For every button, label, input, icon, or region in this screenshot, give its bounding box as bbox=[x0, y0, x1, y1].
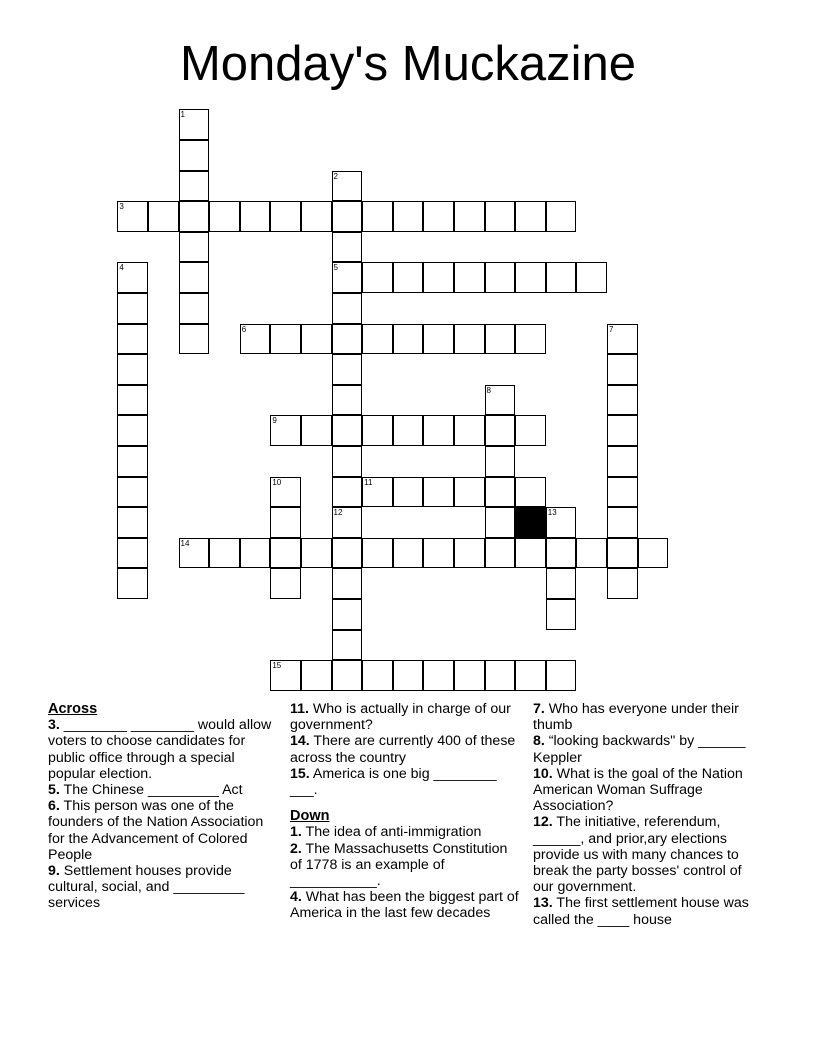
clue-number-label: 9 bbox=[272, 416, 277, 426]
grid-cell[interactable] bbox=[454, 477, 485, 508]
clue-number: 10. bbox=[533, 765, 553, 782]
grid-cell[interactable] bbox=[117, 446, 148, 477]
clue-item bbox=[533, 701, 763, 733]
clue-number: 13. bbox=[533, 895, 553, 912]
clue-number-label: 14 bbox=[180, 538, 190, 548]
clue-number: 4. bbox=[290, 889, 302, 906]
grid-cell[interactable] bbox=[576, 262, 607, 293]
clue-text: Who has everyone under their thumb bbox=[533, 701, 739, 734]
grid-cell[interactable] bbox=[485, 446, 516, 477]
grid-cell[interactable] bbox=[423, 415, 454, 446]
grid-cell[interactable] bbox=[117, 201, 148, 232]
clue-item bbox=[290, 889, 520, 921]
grid-cell[interactable] bbox=[301, 660, 332, 691]
grid-cell[interactable] bbox=[393, 262, 424, 293]
clue-number-label: 6 bbox=[241, 324, 247, 334]
grid-cell[interactable] bbox=[362, 324, 393, 355]
grid-cell[interactable] bbox=[117, 415, 148, 446]
clue-number: 3. bbox=[48, 717, 60, 734]
clue-item bbox=[290, 824, 520, 840]
grid-cell[interactable] bbox=[515, 660, 546, 691]
grid-cell[interactable] bbox=[332, 538, 363, 569]
grid-cell[interactable] bbox=[546, 538, 577, 569]
clue-text: The idea of anti-immigration bbox=[301, 824, 482, 841]
clue-number: 5. bbox=[48, 782, 60, 799]
grid-cell[interactable] bbox=[546, 507, 577, 538]
clue-number: 7. bbox=[533, 701, 545, 717]
clue-text: “looking backwards" by ______ Keppler bbox=[533, 733, 746, 766]
clue-number-label: 13 bbox=[547, 508, 557, 518]
grid-cell[interactable] bbox=[117, 477, 148, 508]
clue-item bbox=[290, 733, 520, 765]
grid-cell[interactable] bbox=[332, 599, 363, 630]
grid-cell[interactable] bbox=[485, 660, 516, 691]
grid-cell[interactable] bbox=[332, 324, 363, 355]
clue-number: 15. bbox=[290, 765, 310, 782]
grid-cell[interactable] bbox=[332, 568, 363, 599]
grid-cell[interactable] bbox=[270, 660, 301, 691]
clue-number: 2. bbox=[290, 840, 302, 857]
clue-number: 8. bbox=[533, 733, 545, 750]
grid-cell[interactable] bbox=[515, 415, 546, 446]
grid-cell[interactable] bbox=[485, 324, 516, 355]
grid-cell[interactable] bbox=[546, 599, 577, 630]
grid-cell[interactable] bbox=[117, 507, 148, 538]
grid-cell[interactable] bbox=[148, 201, 179, 232]
clue-text: The first settlement house was called the ____ house bbox=[533, 895, 749, 928]
clue-number-label: 3 bbox=[119, 202, 124, 212]
grid-cell[interactable] bbox=[423, 324, 454, 355]
grid-cell[interactable] bbox=[393, 477, 424, 508]
clues-column-2 bbox=[290, 701, 520, 922]
across-heading: Across bbox=[48, 701, 98, 717]
clue-number-label: 12 bbox=[333, 508, 343, 518]
grid-cell[interactable] bbox=[607, 324, 638, 355]
clue-item bbox=[533, 814, 763, 895]
grid-cell[interactable] bbox=[301, 538, 332, 569]
grid-cell[interactable] bbox=[454, 415, 485, 446]
clue-item bbox=[290, 766, 520, 798]
clue-number-label: 8 bbox=[486, 385, 491, 395]
clue-text: There are currently 400 of these across the country bbox=[290, 733, 516, 766]
grid-cell[interactable] bbox=[362, 660, 393, 691]
clue-number: 1. bbox=[290, 824, 302, 841]
grid-cell[interactable] bbox=[240, 538, 271, 569]
grid-cell[interactable] bbox=[607, 568, 638, 599]
page-title: Monday's Muckazine bbox=[179, 37, 636, 91]
grid-cell[interactable] bbox=[576, 538, 607, 569]
clue-number-label: 11 bbox=[364, 477, 373, 487]
grid-cell[interactable] bbox=[332, 630, 363, 661]
grid-cell[interactable] bbox=[546, 568, 577, 599]
grid-cell[interactable] bbox=[515, 324, 546, 355]
clue-number: 12. bbox=[533, 814, 553, 831]
grid-cell[interactable] bbox=[393, 538, 424, 569]
grid-cell[interactable] bbox=[301, 324, 332, 355]
clue-text: Who is actually in charge of our government? bbox=[290, 701, 511, 734]
grid-cell[interactable] bbox=[301, 201, 332, 232]
grid-cell[interactable] bbox=[485, 201, 516, 232]
clue-number-label: 2 bbox=[333, 171, 338, 181]
grid-cell[interactable] bbox=[179, 232, 210, 263]
clue-number: 14. bbox=[290, 733, 310, 750]
grid-cell[interactable] bbox=[332, 446, 363, 477]
grid-cell[interactable] bbox=[117, 568, 148, 599]
grid-cell[interactable] bbox=[270, 568, 301, 599]
clue-text: ________ ________ would allow voters to choose candidates for public office through a special popular election. bbox=[48, 717, 272, 782]
clue-number: 6. bbox=[48, 798, 60, 815]
grid-cell[interactable] bbox=[179, 262, 210, 293]
grid-cell[interactable] bbox=[179, 538, 210, 569]
clue-item bbox=[48, 863, 283, 912]
grid-cell[interactable] bbox=[546, 262, 577, 293]
grid-cell[interactable] bbox=[362, 262, 393, 293]
grid-cell[interactable] bbox=[179, 201, 210, 232]
grid-cell[interactable] bbox=[362, 415, 393, 446]
grid-cell[interactable] bbox=[179, 109, 210, 140]
grid-cell[interactable] bbox=[607, 538, 638, 569]
down-heading: Down bbox=[290, 808, 330, 825]
grid-cell[interactable] bbox=[393, 201, 424, 232]
grid-cell[interactable] bbox=[301, 415, 332, 446]
grid-cell[interactable] bbox=[485, 385, 516, 416]
grid-cell[interactable] bbox=[515, 538, 546, 569]
clues-column-3 bbox=[533, 701, 763, 928]
grid-cell[interactable] bbox=[515, 201, 546, 232]
grid-cell[interactable] bbox=[423, 201, 454, 232]
grid-cell[interactable] bbox=[117, 354, 148, 385]
grid-cell[interactable] bbox=[454, 660, 485, 691]
grid-cell[interactable] bbox=[607, 446, 638, 477]
grid-cell[interactable] bbox=[485, 538, 516, 569]
grid-cell[interactable] bbox=[332, 477, 363, 508]
grid-cell[interactable] bbox=[454, 201, 485, 232]
grid-cell[interactable] bbox=[179, 140, 210, 171]
grid-cell[interactable] bbox=[240, 201, 271, 232]
grid-cell[interactable] bbox=[270, 415, 301, 446]
grid-cell[interactable] bbox=[332, 660, 363, 691]
grid-cell[interactable] bbox=[270, 538, 301, 569]
grid-cell[interactable] bbox=[332, 232, 363, 263]
grid-cell[interactable] bbox=[179, 324, 210, 355]
grid-cell[interactable] bbox=[332, 507, 363, 538]
clue-item bbox=[48, 782, 283, 798]
clue-text: This person was one of the founders of the Nation Association for the Advancement of Colored People bbox=[48, 798, 264, 863]
grid-cell[interactable] bbox=[117, 262, 148, 293]
grid-cell[interactable] bbox=[270, 324, 301, 355]
grid-cell[interactable] bbox=[485, 477, 516, 508]
grid-cell[interactable] bbox=[209, 201, 240, 232]
clue-item bbox=[533, 766, 763, 815]
grid-cell[interactable] bbox=[362, 201, 393, 232]
grid-cell[interactable] bbox=[485, 262, 516, 293]
grid-cell[interactable] bbox=[607, 477, 638, 508]
grid-cell[interactable] bbox=[240, 324, 271, 355]
clue-number: 11. bbox=[290, 701, 309, 717]
grid-cell[interactable] bbox=[546, 660, 577, 691]
grid-cell[interactable] bbox=[332, 201, 363, 232]
grid-cell[interactable] bbox=[332, 171, 363, 202]
grid-cell[interactable] bbox=[607, 354, 638, 385]
clues-column-1 bbox=[48, 701, 283, 912]
grid-cell[interactable] bbox=[515, 477, 546, 508]
clue-text: What is the goal of the Nation American Woman Suffrage Association? bbox=[533, 765, 743, 815]
grid-block-cell bbox=[515, 507, 546, 538]
grid-cell[interactable] bbox=[332, 415, 363, 446]
grid-cell[interactable] bbox=[454, 324, 485, 355]
grid-cell[interactable] bbox=[332, 354, 363, 385]
grid-cell[interactable] bbox=[423, 538, 454, 569]
grid-cell[interactable] bbox=[423, 477, 454, 508]
grid-cell[interactable] bbox=[607, 385, 638, 416]
grid-cell[interactable] bbox=[332, 262, 363, 293]
grid-cell[interactable] bbox=[332, 385, 363, 416]
grid-cell[interactable] bbox=[485, 415, 516, 446]
grid-cell[interactable] bbox=[515, 262, 546, 293]
grid-cell[interactable] bbox=[423, 660, 454, 691]
grid-cell[interactable] bbox=[454, 262, 485, 293]
grid-cell[interactable] bbox=[117, 293, 148, 324]
clue-number-label: 5 bbox=[333, 263, 338, 273]
clue-text: What has been the biggest part of America in the last few decades bbox=[290, 889, 519, 922]
grid-cell[interactable] bbox=[209, 538, 240, 569]
clue-item bbox=[533, 895, 763, 927]
grid-cell[interactable] bbox=[607, 415, 638, 446]
clue-text: The Chinese _________ Act bbox=[59, 782, 243, 799]
grid-cell[interactable] bbox=[179, 171, 210, 202]
grid-cell[interactable] bbox=[117, 324, 148, 355]
clue-number-label: 10 bbox=[272, 477, 282, 487]
grid-cell[interactable] bbox=[332, 293, 363, 324]
clue-number-label: 4 bbox=[119, 263, 124, 273]
grid-cell[interactable] bbox=[454, 538, 485, 569]
grid-cell[interactable] bbox=[393, 660, 424, 691]
grid-cell[interactable] bbox=[270, 201, 301, 232]
clue-text: The initiative, referendum, ______, and prior,ary elections provide us with many chances to break the party bosses' control of our government. bbox=[533, 814, 742, 896]
clue-number-label: 1 bbox=[180, 110, 185, 120]
clue-number-label: 7 bbox=[608, 324, 614, 334]
grid-cell[interactable] bbox=[393, 415, 424, 446]
grid-cell[interactable] bbox=[638, 538, 669, 569]
clue-item bbox=[290, 701, 520, 733]
grid-cell[interactable] bbox=[270, 507, 301, 538]
clue-text: America is one big ________ ___. bbox=[290, 765, 497, 799]
grid-cell[interactable] bbox=[393, 324, 424, 355]
grid-cell[interactable] bbox=[607, 507, 638, 538]
clue-item bbox=[290, 841, 520, 890]
clue-number: 9. bbox=[48, 863, 60, 880]
clue-text: Settlement houses provide cultural, social, and _________ services bbox=[48, 863, 245, 912]
clue-number-label: 15 bbox=[272, 661, 282, 671]
grid-cell[interactable] bbox=[362, 477, 393, 508]
clue-item bbox=[48, 717, 283, 782]
clue-item bbox=[533, 733, 763, 765]
grid-cell[interactable] bbox=[117, 538, 148, 569]
grid-cell[interactable] bbox=[546, 201, 577, 232]
grid-cell[interactable] bbox=[117, 385, 148, 416]
grid-cell[interactable] bbox=[270, 477, 301, 508]
grid-cell[interactable] bbox=[423, 262, 454, 293]
clue-text: The Massachusetts Constitution of 1778 is an example of ___________. bbox=[290, 840, 508, 890]
grid-cell[interactable] bbox=[362, 538, 393, 569]
grid-cell[interactable] bbox=[179, 293, 210, 324]
grid-cell[interactable] bbox=[485, 507, 516, 538]
clue-item bbox=[48, 798, 283, 863]
